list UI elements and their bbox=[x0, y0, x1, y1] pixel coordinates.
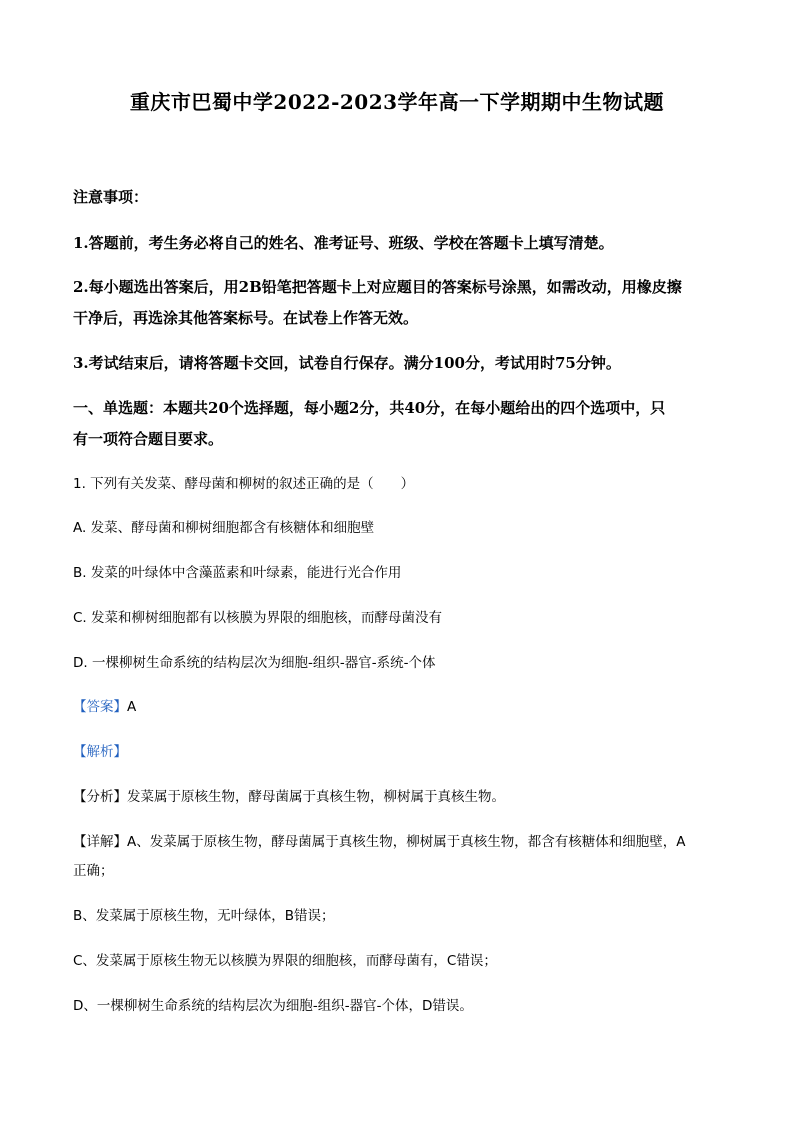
question-stem: 1. 下列有关发菜、酵母菌和柳树的叙述正确的是（ ） bbox=[73, 476, 415, 492]
answer-line bbox=[73, 695, 136, 715]
analysis-c: C、发菜属于原核生物无以核膜为界限的细胞核，而酵母菌有，C错误； bbox=[73, 953, 497, 969]
question-option-d: D. 一棵柳树生命系统的结构层次为细胞-组织-器官-系统-个体 bbox=[73, 655, 436, 671]
section-instruction-line-2: 有一项符合题目要求。 bbox=[73, 430, 224, 448]
analysis-tag bbox=[73, 740, 127, 760]
question-option-a: A. 发菜、酵母菌和柳树细胞都含有核糖体和细胞壁 bbox=[73, 520, 375, 536]
fenxi-tag: 【分析】 bbox=[73, 789, 127, 805]
notice-item-2-line-2: 干净后，再选涂其他答案标号。在试卷上作答无效。 bbox=[73, 309, 419, 327]
notice-item-1: 1.答题前，考生务必将自己的姓名、准考证号、班级、学校在答题卡上填写清楚。 bbox=[73, 234, 614, 252]
analysis-xiangjie-line-1 bbox=[73, 830, 685, 850]
xiangjie-tag: 【详解】 bbox=[73, 834, 127, 850]
notice-item-2-line-1: 2.每小题选出答案后，用2B铅笔把答题卡上对应题目的答案标号涂黑，如需改动，用橡皮擦 bbox=[73, 278, 682, 296]
fenxi-text: 发菜属于原核生物，酵母菌属于真核生物，柳树属于真核生物。 bbox=[127, 789, 505, 805]
page-title: 重庆市巴蜀中学2022-2023学年高一下学期期中生物试题 bbox=[129, 90, 665, 114]
answer-tag: 【答案】 bbox=[73, 699, 127, 715]
question-option-b: B. 发菜的叶绿体中含藻蓝素和叶绿素，能进行光合作用 bbox=[73, 565, 402, 581]
notice-item-3: 3.考试结束后，请将答题卡交回，试卷自行保存。满分100分，考试用时75分钟。 bbox=[73, 354, 621, 372]
analysis-fenxi bbox=[73, 785, 505, 805]
section-instruction-line-1: 一、单选题：本题共20个选择题，每小题2分，共40分，在每小题给出的四个选项中，只 bbox=[73, 399, 666, 417]
answer-value: A bbox=[127, 699, 137, 715]
analysis-xiangjie-line-2: 正确； bbox=[73, 863, 114, 879]
analysis-d: D、一棵柳树生命系统的结构层次为细胞-组织-器官-个体，D错误。 bbox=[73, 998, 473, 1014]
question-option-c: C. 发菜和柳树细胞都有以核膜为界限的细胞核，而酵母菌没有 bbox=[73, 610, 443, 626]
analysis-tag-label: 【解析】 bbox=[73, 744, 127, 760]
notice-heading: 注意事项： bbox=[73, 188, 149, 206]
analysis-b: B、发菜属于原核生物，无叶绿体，B错误； bbox=[73, 908, 335, 924]
xiangjie-text-1: A、发菜属于原核生物，酵母菌属于真核生物，柳树属于真核生物，都含有核糖体和细胞壁，A bbox=[127, 834, 686, 850]
